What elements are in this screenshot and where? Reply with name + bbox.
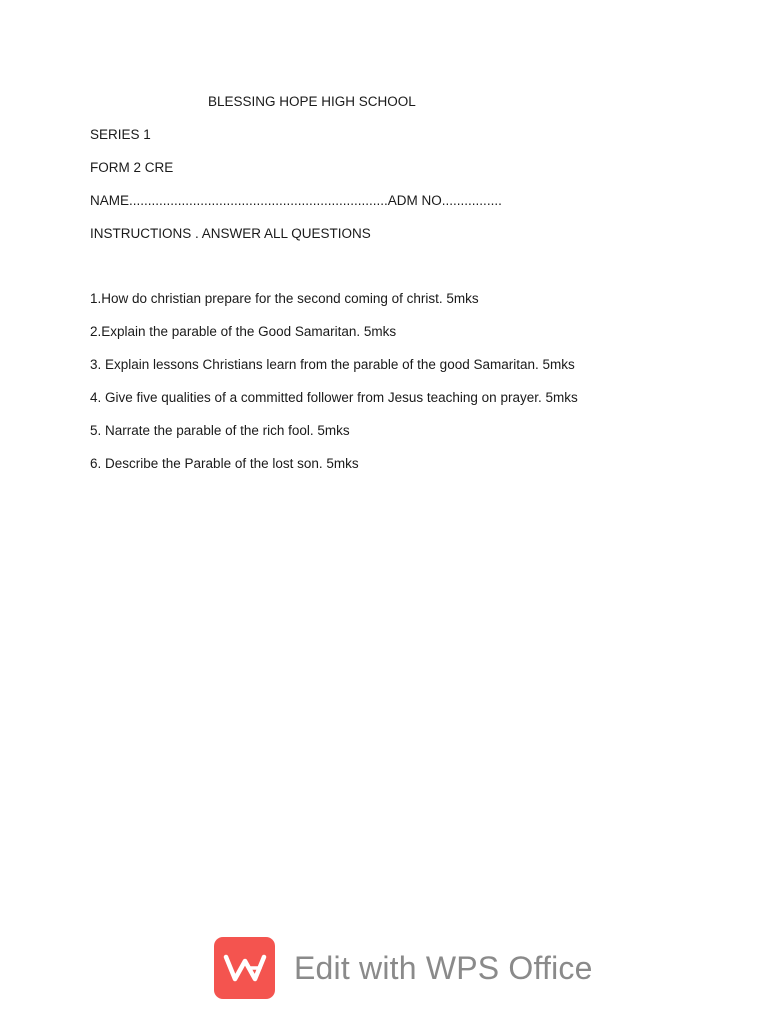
series-label: SERIES 1 [90, 127, 151, 142]
instructions-text: INSTRUCTIONS . ANSWER ALL QUESTIONS [90, 226, 371, 241]
edit-with-wps-badge[interactable] [214, 936, 593, 1000]
wps-logo-icon [214, 937, 275, 999]
question-list [90, 290, 578, 488]
question-item: 2.Explain the parable of the Good Samaritan. 5mks [90, 324, 397, 339]
question-item: 5. Narrate the parable of the rich fool. 5mks [90, 423, 350, 438]
question-item: 1.How do christian prepare for the second coming of christ. 5mks [90, 291, 479, 306]
question-item: 6. Describe the Parable of the lost son. 5mks [90, 456, 359, 471]
wps-w-glyph-icon [223, 953, 267, 983]
school-title: BLESSING HOPE HIGH SCHOOL [208, 94, 416, 109]
form-subject-label: FORM 2 CRE [90, 160, 174, 175]
question-item: 4. Give five qualities of a committed follower from Jesus teaching on prayer. 5mks [90, 390, 578, 405]
question-item: 3. Explain lessons Christians learn from the parable of the good Samaritan. 5mks [90, 357, 575, 372]
name-adm-line: NAME.....................................................................ADM NO................ [90, 193, 502, 208]
wps-watermark-text: Edit with WPS Office [294, 949, 593, 986]
